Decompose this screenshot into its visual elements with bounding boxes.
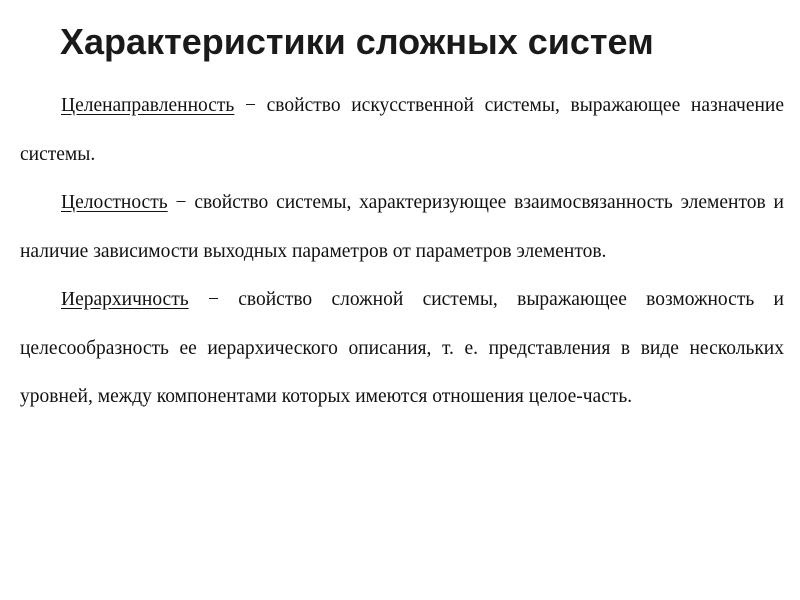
paragraph-integrity [20, 179, 784, 276]
definition-goal-orientation: − свойство искусственной системы, выражающее назначение системы. [20, 95, 784, 165]
paragraph-hierarchy [20, 276, 784, 422]
definition-integrity: − свойство системы, характеризующее взаимосвязанность элементов и наличие зависимости выходных параметров от параметров элементов. [20, 192, 784, 262]
slide-content [20, 82, 784, 422]
definition-hierarchy: − свойство сложной системы, выражающее возможность и целесообразность ее иерархического описания, т. е. представления в виде нескольких уровней, между компонентами которых имеются отношения целое-часть. [20, 289, 784, 407]
term-goal-orientation: Целенаправленность [61, 95, 235, 116]
paragraph-goal-orientation [20, 82, 784, 179]
term-hierarchy: Иерархичность [61, 289, 189, 310]
slide-title: Характеристики сложных систем [60, 21, 654, 62]
term-integrity: Целостность [61, 192, 168, 213]
